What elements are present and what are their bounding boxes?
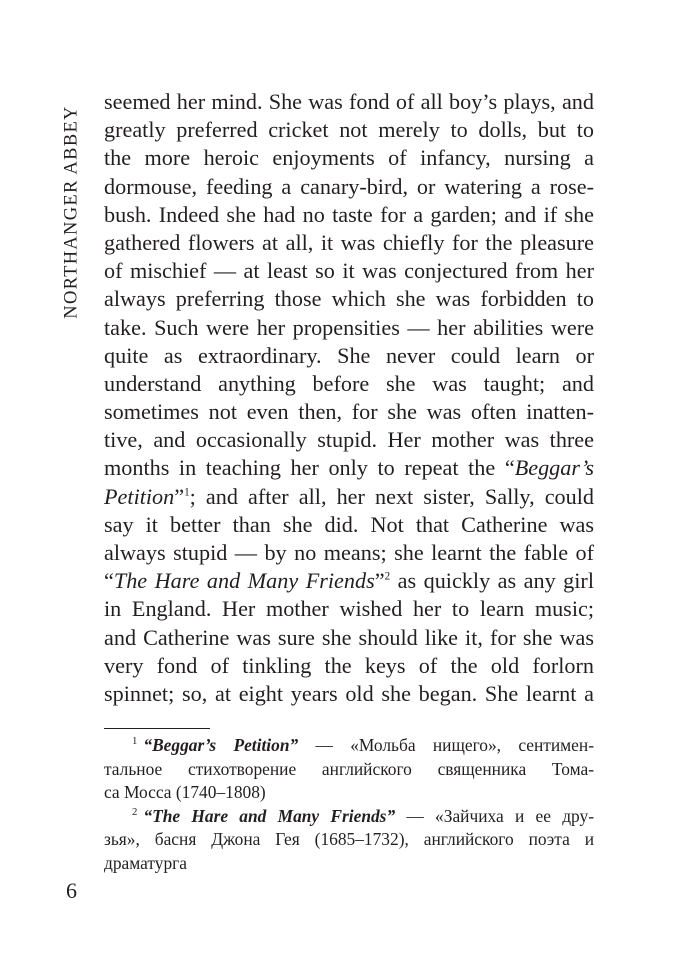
page-number: 6 bbox=[66, 878, 77, 903]
body-line: sometimes not even then, for she was often inatten- bbox=[104, 399, 594, 425]
running-head-text: NORTHANGER ABBEY bbox=[61, 105, 82, 319]
body-line: very fond of tinkling the keys of the old forlorn bbox=[104, 652, 594, 678]
footnote-ref: 2 bbox=[384, 570, 391, 583]
footnote-divider bbox=[104, 728, 210, 729]
footnote-title: “Beggar’s Petition” bbox=[143, 735, 299, 755]
body-line: quite as extraordinary. She never could learn or bbox=[104, 342, 594, 368]
body-line: greatly preferred cricket not merely to dolls, but to bbox=[104, 117, 594, 143]
body-line: understand anything before she was taught; and bbox=[104, 370, 594, 396]
body-line: dormouse, feeding a canary-bird, or watering a rose- bbox=[104, 173, 594, 199]
footnote-line: зья», басня Джона Гея (1685–1732), английского поэта и bbox=[104, 829, 594, 850]
body-line: the more heroic enjoyments of infancy, nursing a bbox=[104, 145, 594, 171]
footnote-title: “The Hare and Many Friends” bbox=[143, 805, 396, 826]
body-line: “The Hare and Many Friends”$^2$ as quickly as any girl bbox=[104, 568, 594, 594]
body-line: months in teaching her only to repeat the “Beggar’s bbox=[104, 455, 594, 481]
footnote-line: драматурга bbox=[104, 852, 188, 873]
footnote-number: 1 bbox=[132, 735, 138, 748]
body-line: bush. Indeed she had no taste for a garden; and if she bbox=[104, 201, 594, 227]
footnote-line: са Мосса (1740–1808) bbox=[104, 782, 266, 803]
body-line: spinnet; so, at eight years old she began. She learnt a bbox=[104, 680, 594, 706]
body-line: always stupid — by no means; she learnt the fable of bbox=[104, 540, 594, 565]
body-line: always preferring those which she was forbidden to bbox=[104, 286, 594, 312]
body-text bbox=[104, 88, 594, 708]
body-line: seemed her mind. She was fond of all boy’s plays, and bbox=[104, 89, 594, 114]
footnote-line: $^2$ “The Hare and Many Friends” — «Зайчиха и ее дру- bbox=[132, 805, 594, 826]
footnotes bbox=[104, 734, 594, 876]
body-line: tive, and occasionally stupid. Her mother was three bbox=[104, 427, 594, 453]
body-line: in England. Her mother wished her to learn music; bbox=[104, 596, 594, 622]
body-line: and Catherine was sure she should like it, for she was bbox=[104, 624, 594, 650]
body-line: Petition”$^1$; and after all, her next sister, Sally, could bbox=[104, 483, 594, 509]
footnote-line: тальное стихотворение английского священника Тома- bbox=[104, 758, 594, 779]
body-line: say it better than she did. Not that Catherine was bbox=[104, 511, 594, 537]
footnote-ref: 1 bbox=[184, 486, 190, 499]
footnote-line: $^1$ “Beggar’s Petition” — «Мольба нищего», сентимен- bbox=[132, 735, 594, 755]
body-line: of mischief — at least so it was conjectured from her bbox=[104, 258, 594, 284]
footnote-number: 2 bbox=[132, 805, 138, 818]
body-line: gathered flowers at all, it was chiefly for the pleasure bbox=[104, 229, 594, 255]
body-line: take. Such were her propensities — her abilities were bbox=[104, 314, 594, 340]
